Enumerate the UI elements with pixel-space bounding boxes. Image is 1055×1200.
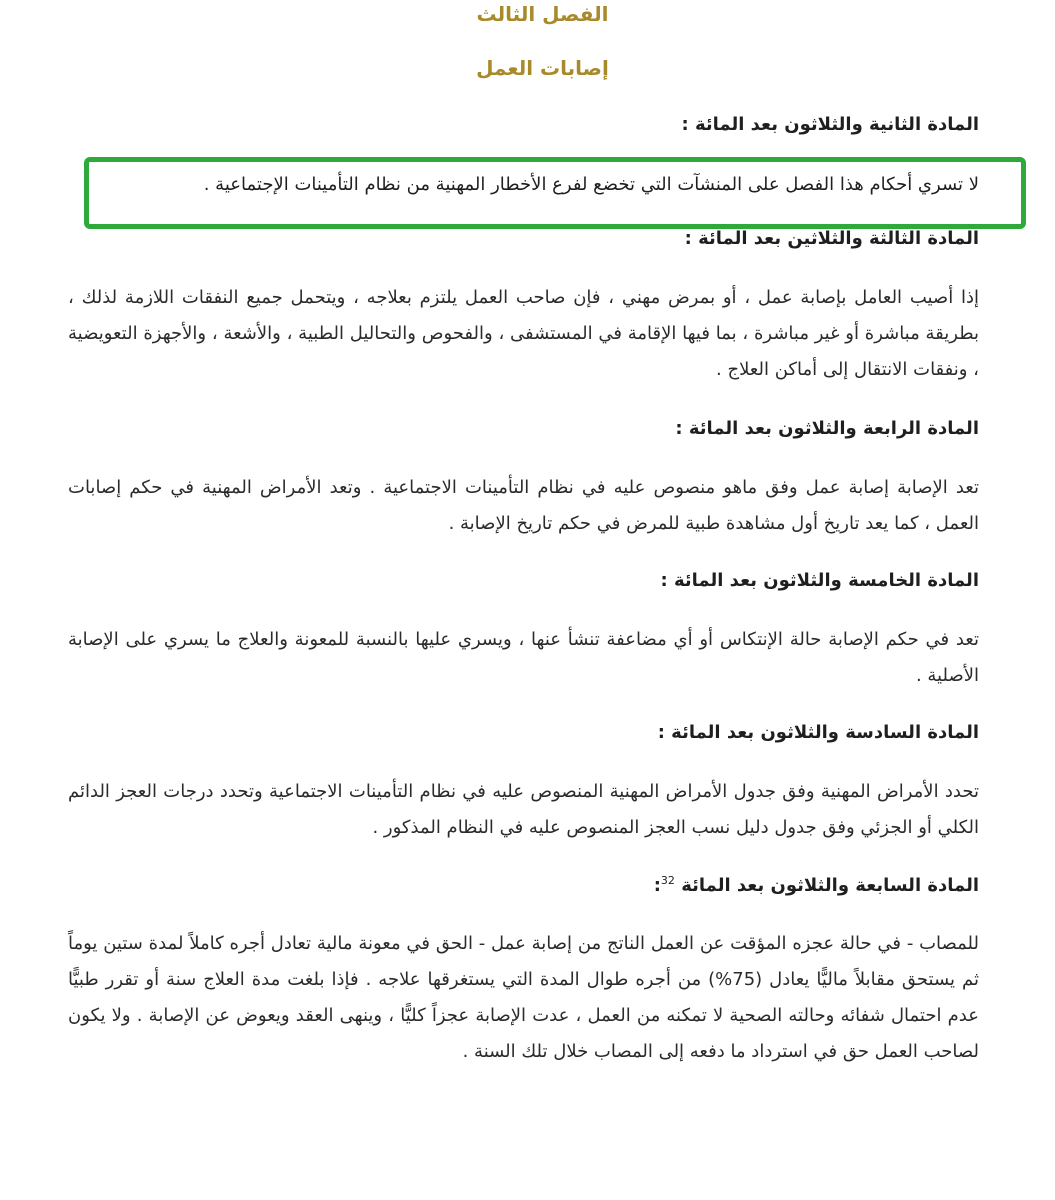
article-137-heading (654, 874, 979, 896)
article-137-heading-suffix: : (653, 875, 661, 896)
article-137-text: للمصاب - في حالة عجزه المؤقت عن العمل الناتج من إصابة عمل - الحق في معونة مالية تعادل أجره كاملاً لمدة ستين يوماً ثم يستحق مقابلاً ماليًّا يعادل (75%) من أجره طوال المدة التي يستغرقها علاجه . فإذا بلغت مدة العلاج سنة أو تقرر طبيًّا عدم احتمال شفائه وحالته الصحية لا تمكنه من العمل ، عدت الإصابة عجزاً كليًّا ، وينهى العقد ويعوض عن الإصابة . ولا يكون لصاحب العمل حق في استرداد ما دفعه إلى المصاب خلال تلك السنة . (68, 933, 979, 1062)
article-137-heading-text: المادة السابعة والثلاثون بعد المائة (681, 875, 979, 896)
article-136-text: تحدد الأمراض المهنية وفق جدول الأمراض المهنية المنصوص عليه في نظام التأمينات الاجتماعية وتحدد درجات العجز الدائم الكلي أو الجزئي وفق جدول دليل نسب العجز المنصوص عليه في النظام المذكور . (68, 781, 979, 838)
article-135-heading: المادة الخامسة والثلاثون بعد المائة : (660, 570, 979, 591)
footnote-marker[interactable]: 32 (660, 874, 675, 887)
chapter-subtitle: إصابات العمل (476, 56, 609, 80)
article-135-text: تعد في حكم الإصابة حالة الإنتكاس أو أي مضاعفة تنشأ عنها ، ويسري عليها بالنسبة للمعونة والعلاج ما يسري على الإصابة الأصلية . (68, 629, 979, 686)
article-132-heading: المادة الثانية والثلاثون بعد المائة : (681, 114, 979, 135)
article-133-heading: المادة الثالثة والثلاثين بعد المائة : (684, 228, 979, 249)
article-134-text: تعد الإصابة إصابة عمل وفق ماهو منصوص عليه في نظام التأمينات الاجتماعية . وتعد الأمراض المهنية في حكم إصابات العمل ، كما يعد تاريخ أول مشاهدة طبية للمرض في حكم تاريخ الإصابة . (68, 477, 979, 534)
chapter-title: الفصل الثالث (476, 2, 609, 26)
article-136-heading: المادة السادسة والثلاثون بعد المائة : (657, 722, 979, 743)
article-132-text: لا تسري أحكام هذا الفصل على المنشآت التي تخضع لفرع الأخطار المهنية من نظام التأمينات الإجتماعية . (203, 174, 979, 195)
article-133-text: إذا أصيب العامل بإصابة عمل ، أو بمرض مهني ، فإن صاحب العمل يلتزم بعلاجه ، ويتحمل جميع النفقات اللازمة لذلك ، بطريقة مباشرة أو غير مباشرة ، بما فيها الإقامة في المستشفى ، والفحوص والتحاليل الطبية ، والأشعة ، والأجهزة التعويضية ، ونفقات الانتقال إلى أماكن العلاج . (68, 287, 979, 380)
article-134-heading: المادة الرابعة والثلاثون بعد المائة : (675, 418, 979, 439)
